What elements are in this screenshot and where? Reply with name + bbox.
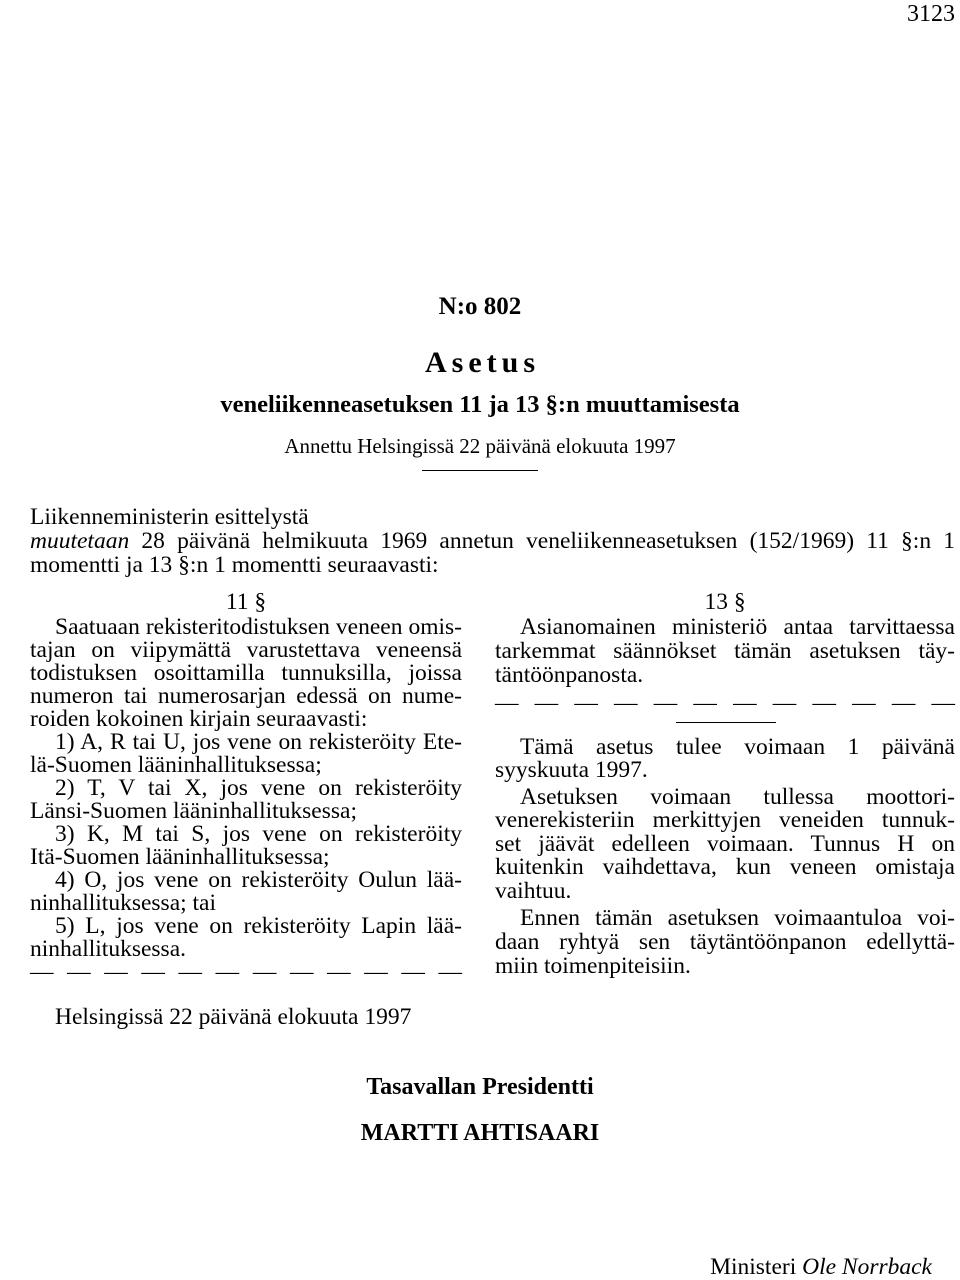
enactment-line-2: momentti ja 13 §:n 1 momentti seuraavasti: — [30, 552, 439, 578]
issued-line: Annettu Helsingissä 22 päivänä elokuuta 1997 — [284, 433, 676, 458]
final-provisions-paragraph-1 — [495, 733, 955, 783]
section-11-line: Saatuaan rekisteritodistuksen veneen omis- — [55, 613, 462, 640]
statute-number: N:o 802 — [438, 293, 522, 320]
section-13-line: täntöönpanosta. — [495, 662, 644, 688]
section-13-line: Asianomainen ministeriö antaa tarvittaessa — [520, 614, 955, 640]
list-item-1-cont: lä-Suomen lääninhallituksessa; — [30, 751, 322, 778]
presenter-line: Liikenneministerin esittelystä — [30, 504, 309, 530]
final-provisions-divider — [676, 722, 776, 723]
section-11-omission-mark: — — — — — — — — — — — — — [30, 959, 462, 986]
list-item-3: 3) K, M tai S, jos vene on rekisteröity — [55, 821, 462, 848]
list-item-2: 2) T, V tai X, jos vene on rekisteröity — [55, 774, 462, 801]
final-provisions-line: Asetuksen voimaan tullessa moottori- — [520, 783, 955, 810]
enactment-verb: muutetaan — [30, 528, 130, 554]
section-11-line: roiden kokoinen kirjain seuraavasti: — [30, 705, 368, 732]
enactment-line-1-rest: 28 päivänä helmikuuta 1969 annetun veneliikenneasetuksen (152/1969) 11 §:n 1 — [141, 528, 955, 554]
section-11-body — [30, 613, 462, 986]
statute-title: veneliikenneasetuksen 11 ja 13 §:n muuttamisesta — [220, 391, 740, 418]
president-name: MARTTI AHTISAARI — [360, 1120, 600, 1146]
statute-type: Asetus — [424, 346, 540, 379]
section-11-line: tajan on viipymättä varustettava veneensä — [30, 636, 462, 663]
president-title: Tasavallan Presidentti — [366, 1074, 594, 1100]
section-13-heading: 13 § — [704, 588, 746, 615]
signing-place-date: Helsingissä 22 päivänä elokuuta 1997 — [55, 1003, 412, 1030]
final-provisions-line: set jäävät edelleen voimaan. Tunnus H on — [495, 830, 955, 857]
final-provisions-line: vaihtuu. — [495, 877, 572, 904]
list-item-5: 5) L, jos vene on rekisteröity Lapin lää- — [55, 913, 462, 940]
section-11-line: todistuksen osoittamilla tunnuksilla, joissa — [30, 659, 462, 686]
final-provisions-line: miin toimenpiteisiin. — [495, 952, 691, 979]
section-13-omission-mark: — — — — — — — — — — — — — [495, 689, 955, 716]
list-item-2-cont: Länsi-Suomen lääninhallituksessa; — [30, 798, 357, 824]
enactment-line-1 — [30, 529, 955, 553]
header-divider — [422, 470, 538, 471]
section-11-heading: 11 § — [225, 588, 267, 615]
section-13-line: tarkemmat säännökset tämän asetuksen täy- — [495, 638, 955, 664]
minister-name: Ole Norrback — [802, 1254, 932, 1280]
list-item-4-cont: ninhallituksessa; tai — [30, 890, 217, 917]
list-item-5-cont: ninhallituksessa. — [30, 936, 186, 963]
page-number: 3123 — [907, 1, 955, 27]
list-item-4: 4) O, jos vene on rekisteröity Oulun lää- — [55, 867, 462, 894]
section-13-body — [495, 615, 955, 687]
final-provisions-line: Ennen tämän asetuksen voimaantuloa voi- — [520, 904, 955, 931]
list-item-1: 1) A, R tai U, jos vene on rekisteröity Ete- — [55, 728, 462, 755]
final-provisions-paragraph-2 — [495, 783, 955, 904]
final-provisions-line: Tämä asetus tulee voimaan 1 päivänä — [520, 733, 955, 760]
final-provisions-line: syyskuuta 1997. — [495, 756, 648, 783]
final-provisions-line: kuitenkin vaihdettava, kun veneen omistaja — [495, 854, 955, 880]
final-provisions-line: venerekisteriin merkittyjen veneiden tunnuk- — [495, 807, 955, 833]
section-11-line: numeron tai numerosarjan edessä on nume- — [30, 682, 462, 709]
final-provisions-paragraph-3 — [495, 906, 955, 978]
minister-signature — [600, 1256, 932, 1278]
final-provisions-line: daan ryhtyä sen täytäntöönpanon edellyttä- — [495, 928, 955, 955]
minister-title: Ministeri — [710, 1254, 797, 1280]
preamble — [30, 505, 955, 577]
list-item-3-cont: Itä-Suomen lääninhallituksessa; — [30, 844, 330, 871]
